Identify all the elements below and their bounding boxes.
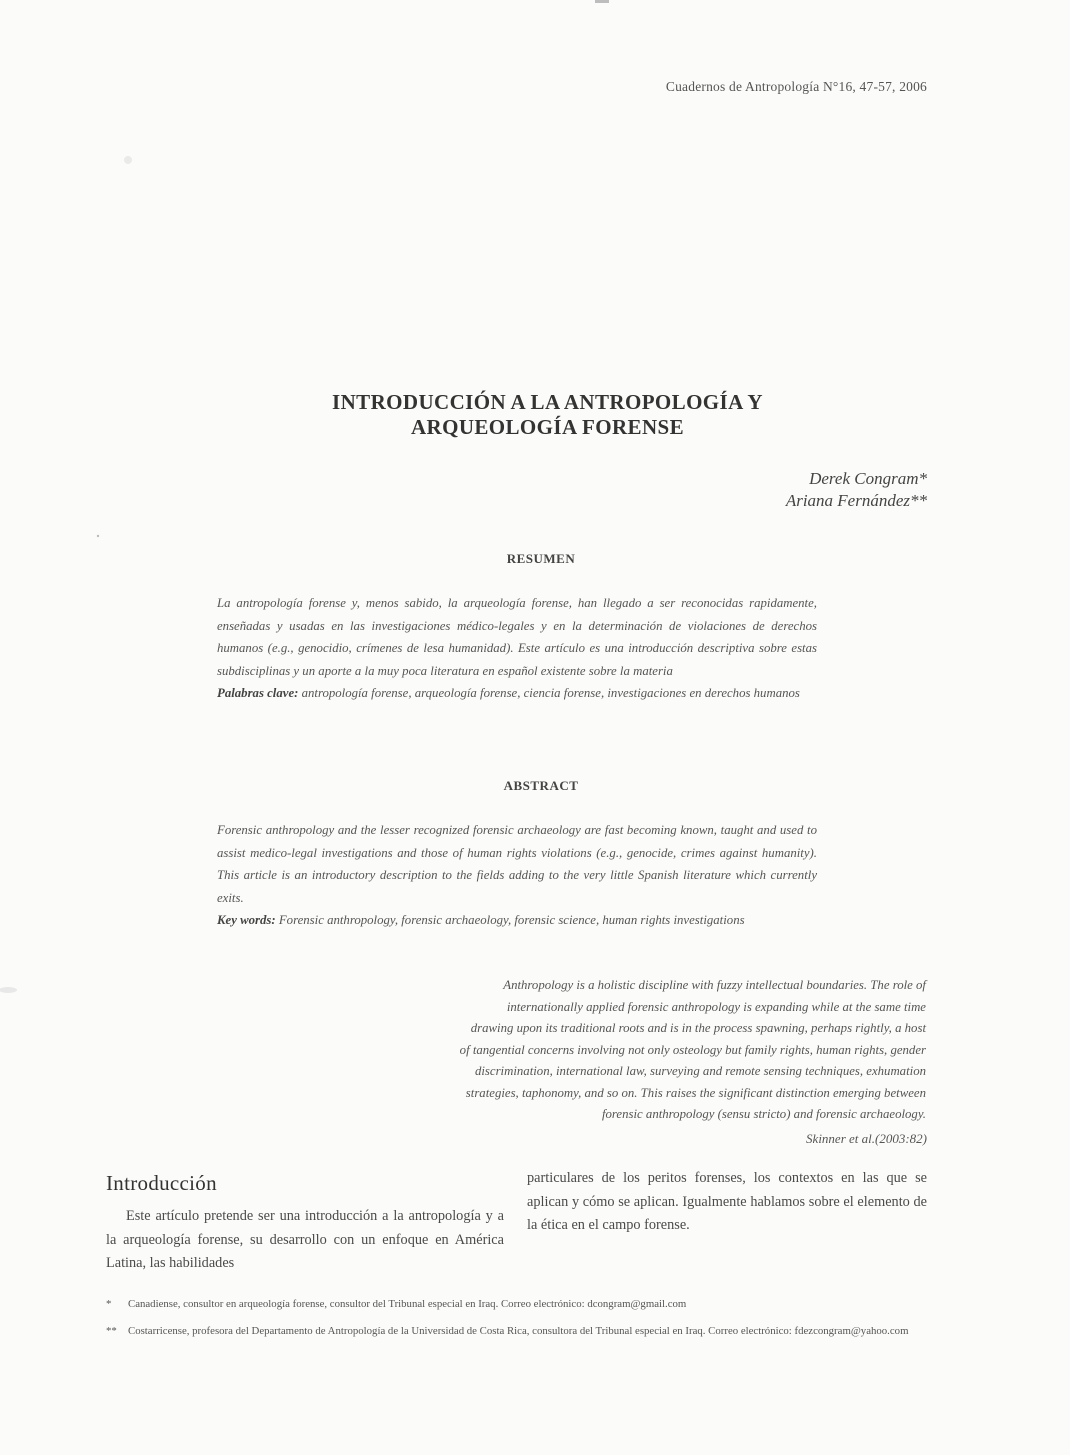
resumen-heading [0, 551, 1070, 567]
epigraph-citation: Skinner et al.(2003:82) [806, 1131, 927, 1146]
resumen-body: La antropología forense y, menos sabido, la arqueología forense, han llegado a ser reconocidas rapidamente, enseñadas y usadas en las investigaciones médico-legales y en la determinación de violaciones de derechos humanos (e.g., genocidio, crímenes de lesa humanidad). Este artículo es una introducción descriptiva sobre estas subdisciplinas y un aporte a la muy poca literatura en español existente sobre la materia [217, 596, 817, 678]
resumen-heading-text: RESUMEN [506, 551, 576, 566]
abstract-body: Forensic anthropology and the lesser recognized forensic archaeology are fast becoming known, taught and used to assist medico-legal investigations and those of human rights violations (e.g., genocide, crimes against humanity). This article is an introductory description to the fields adding to the very little Spanish literature which currently exits. [217, 823, 817, 905]
epigraph-line: of tangential concerns involving not only osteology but family rights, human rights, gender [459, 1042, 926, 1057]
epigraph-line: forensic anthropology (sensu stricto) and forensic archaeology. [601, 1107, 926, 1121]
footnotes [106, 1296, 926, 1349]
author-2: Ariana Fernández** [785, 491, 927, 510]
footnote [106, 1323, 926, 1341]
footnote-mark: * [106, 1298, 112, 1310]
journal-citation-header: Cuadernos de Antropología N°16, 47-57, 2006 [665, 79, 927, 94]
resumen-keywords-label: Palabras clave: [217, 686, 299, 700]
epigraph-line: discrimination, international law, surveying and remote sensing techniques, exhumation [474, 1064, 926, 1078]
abstract-heading-text: ABSTRACT [503, 778, 579, 793]
epigraph-line: Anthropology is a holistic discipline with fuzzy intellectual boundaries. The role of [503, 978, 926, 992]
abstract-block [217, 819, 817, 932]
footnote-text: Costarricense, profesora del Departamento de Antropología de la Universidad de Costa Rica, consultora del Tribunal especial en Iraq. Correo electrónico: fdezcongram@yahoo.com [128, 1324, 909, 1337]
body-column-left: Este artículo pretende ser una introducción a la antropología y a la arqueología forense, su desarrollo con un enfoque en América Latina, las habilidades [106, 1208, 504, 1271]
epigraph [330, 975, 926, 1126]
abstract-keywords-text: Forensic anthropology, forensic archaeology, forensic science, human rights investigations [275, 913, 745, 927]
authors [786, 468, 927, 512]
abstract-keywords-label: Key words: [217, 913, 276, 927]
resumen-keywords-text: antropología forense, arqueología forense, ciencia forense, investigaciones en derechos humanos [298, 686, 800, 700]
scan-speck [124, 156, 132, 164]
abstract-keywords [217, 909, 817, 932]
scan-speck [97, 535, 99, 537]
section-heading-introduccion: Introducción [106, 1171, 217, 1195]
article-title-line-2: ARQUEOLOGÍA FORENSE [410, 415, 685, 439]
epigraph-line: internationally applied forensic anthropology is expanding while at the same time [506, 999, 926, 1014]
abstract-heading [0, 778, 1070, 794]
author-1: Derek Congram* [809, 469, 927, 488]
body-column-right: particulares de los peritos forenses, los contextos en las que se aplican y cómo se aplican. Igualmente hablamos sobre el elemento de la ética en el campo forense. [527, 1170, 927, 1233]
scan-speck [0, 987, 17, 993]
epigraph-line: strategies, taphonomy, and so on. This raises the significant distinction emerging between [465, 1085, 926, 1100]
footnote [106, 1296, 926, 1314]
article-title-line-1: INTRODUCCIÓN A LA ANTROPOLOGÍA Y [332, 390, 763, 414]
resumen-block [217, 592, 817, 705]
footnote-mark: ** [106, 1324, 117, 1337]
epigraph-line: drawing upon its traditional roots and is in the process spawning, perhaps rightly, a host [470, 1021, 926, 1035]
resumen-keywords [217, 682, 817, 705]
scan-speck [595, 0, 609, 3]
footnote-text: Canadiense, consultor en arqueología forense, consultor del Tribunal especial en Iraq. Correo electrónico: dcongram@gmail.com [128, 1298, 687, 1310]
article-title [0, 390, 1070, 440]
